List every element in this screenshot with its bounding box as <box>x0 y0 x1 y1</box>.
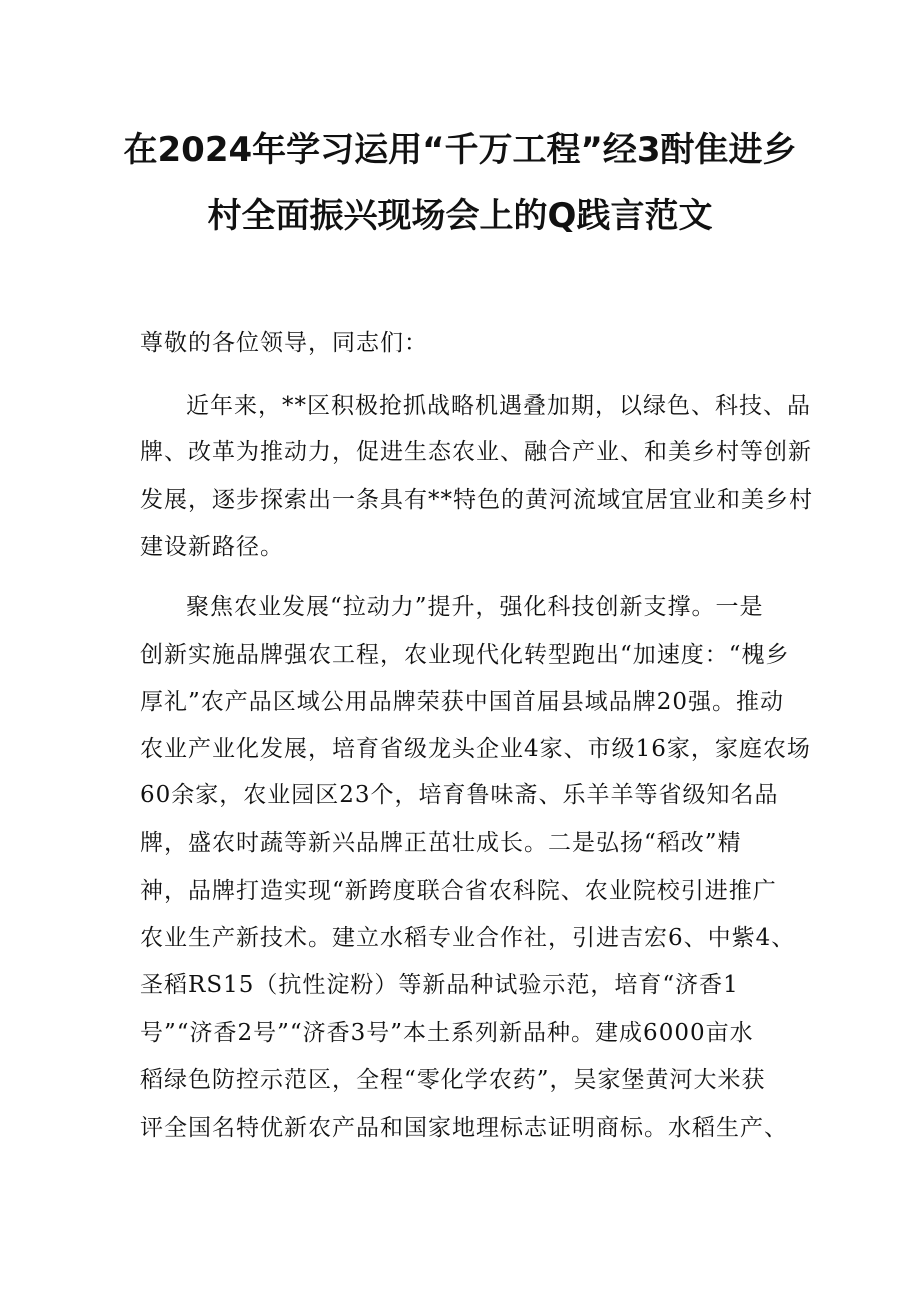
paragraph-1-line: 牌、改革为推动力，促进生态农业、融合产业、和美乡村等创新 <box>140 439 812 465</box>
salutation: 尊敬的各位领导，同志们： <box>140 330 428 356</box>
paragraph-2-line: 神，品牌打造实现“新跨度联合省农科院、农业院校引进推广 <box>140 878 777 904</box>
paragraph-2-line: 60余家，农业园区23个，培育鲁味斋、乐羊羊等省级知名品 <box>140 782 779 808</box>
paragraph-2-line: 稻绿色防控示范区，全程“零化学农药”，吴家堡黄河大米获 <box>140 1067 766 1093</box>
paragraph-2-line: 创新实施品牌强农工程，农业现代化转型跑出“加速度：“槐乡 <box>140 642 790 668</box>
paragraph-2-line: 评全国名特优新农产品和国家地理标志证明商标。水稻生产、 <box>140 1115 788 1141</box>
paragraph-2-line: 圣稻RS15（抗性淀粉）等新品种试验示范，培育“济香1 <box>140 972 739 998</box>
document-title-line-1: 在2024年学习运用“千万工程”经3酎隹进乡 <box>123 130 797 170</box>
paragraph-1-line: 近年来，**区积极抢抓战略机遇叠加期，以绿色、科技、品 <box>186 393 811 419</box>
paragraph-1-line: 建设新路径。 <box>140 534 284 560</box>
paragraph-2-line: 厚礼”农产品区域公用品牌荣获中国首届县域品牌20强。推动 <box>140 689 785 715</box>
paragraph-2-line: 号”“济香2号”“济香3号”本土系列新品种。建成6000亩水 <box>140 1020 754 1046</box>
paragraph-2-line: 聚焦农业发展“拉动力”提升，强化科技创新支撑。一是 <box>186 594 764 620</box>
paragraph-2-line: 农业生产新技术。建立水稻专业合作社，引进吉宏6、中紫4、 <box>140 925 796 951</box>
document-title-line-2: 村全面振兴现场会上的Q践言范文 <box>207 196 713 236</box>
paragraph-2-line: 牌，盛农时蔬等新兴品牌正茁壮成长。二是弘扬“稻改”精 <box>140 830 742 856</box>
paragraph-1-line: 发展，逐步探索出一条具有**特色的黄河流域宜居宜业和美乡村 <box>140 487 813 513</box>
paragraph-2-line: 农业产业化发展，培育省级龙头企业4家、市级16家，家庭农场 <box>140 736 811 762</box>
